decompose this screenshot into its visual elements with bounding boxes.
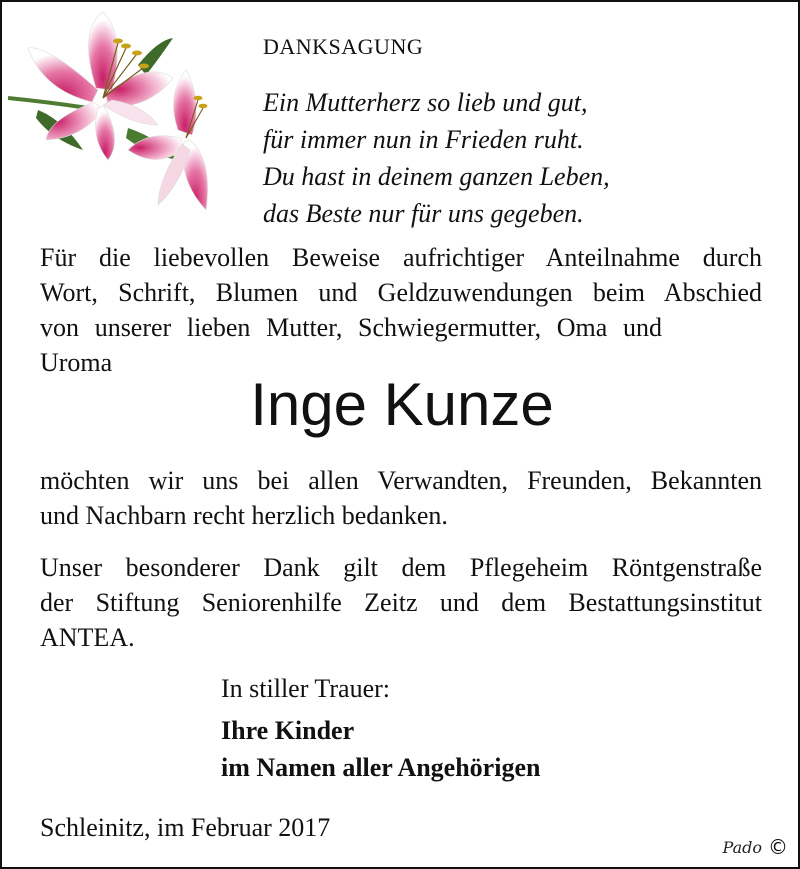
signatory-line: Ihre Kinder [221, 716, 355, 745]
poem-line: das Beste nur für uns gegeben. [263, 199, 584, 228]
signatories [221, 712, 540, 786]
special-thanks-paragraph [40, 550, 762, 655]
poem-line: für immer nun in Frieden ruht. [263, 125, 584, 154]
poem-line: Du hast in deinem ganzen Leben, [263, 162, 610, 191]
special-thanks-line: ANTEA. [40, 623, 135, 652]
credit [723, 835, 788, 859]
intro-line: Wort, Schrift, Blumen und Geldzuwendungen beim Abschied [40, 278, 762, 307]
special-thanks-line: Unser besonderer Dank gilt dem Pflegeheim Röntgenstraße [40, 553, 762, 582]
signatory-line: im Namen aller Angehörigen [221, 753, 541, 782]
poem [263, 84, 610, 232]
copyright-icon: © [768, 835, 788, 859]
thanks-paragraph [40, 463, 762, 533]
place-date: Schleinitz, im Februar 2017 [40, 813, 331, 842]
deceased-name: Inge Kunze [250, 371, 554, 438]
intro-line: Für die liebevollen Beweise aufrichtiger Anteilnahme durch [40, 243, 762, 272]
heading: DANKSAGUNG [263, 34, 424, 59]
mourning-line: In stiller Trauer: [221, 674, 390, 703]
intro-paragraph [40, 240, 762, 380]
intro-line: von unserer lieben Mutter, Schwiegermutter, Oma und [40, 313, 662, 342]
lily-flower-icon [8, 10, 213, 218]
credit-signature: Pado [722, 837, 762, 857]
thanks-line: möchten wir uns bei allen Verwandten, Freunden, Bekannten [40, 466, 762, 495]
thanks-line: und Nachbarn recht herzlich bedanken. [40, 501, 448, 530]
intro-line: Uroma [40, 348, 113, 377]
special-thanks-line: der Stiftung Seniorenhilfe Zeitz und dem Bestattungsinstitut [40, 588, 762, 617]
poem-line: Ein Mutterherz so lieb und gut, [263, 88, 588, 117]
